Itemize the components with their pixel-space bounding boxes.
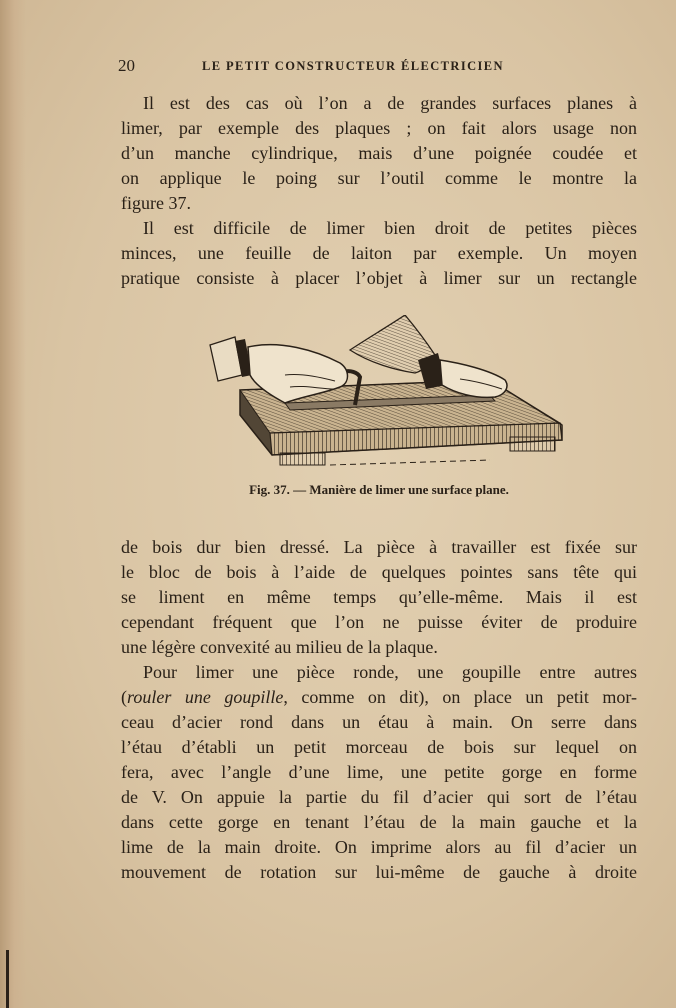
paragraph-1: [121, 91, 637, 216]
text-line: lime de la main droite. On imprime alors au fil d’acier un: [121, 837, 637, 857]
text-line: le bloc de bois à l’aide de quelques pointes sans tête qui: [121, 562, 637, 582]
text-line: Il est difficile de limer bien droit de petites pièces: [143, 218, 637, 238]
text-line: une légère convexité au milieu de la plaque.: [121, 637, 438, 657]
text-line: on applique le poing sur l’outil comme le montre la: [121, 168, 637, 188]
running-title: LE PETIT CONSTRUCTEUR ÉLECTRICIEN: [202, 59, 504, 73]
text-line: se liment en même temps qu’elle-même. Mais il est: [121, 587, 637, 607]
paragraph-3: [121, 535, 637, 660]
text-line: ceau d’acier rond dans un étau à main. On serre dans: [121, 712, 637, 732]
figure-37-illustration: [190, 315, 570, 475]
text-line: Il est des cas où l’on a de grandes surfaces planes à: [143, 93, 637, 113]
line-rest: , comme on dit), on place un petit mor-: [283, 687, 637, 707]
page-header: [118, 56, 558, 80]
text-line: figure 37.: [121, 193, 191, 213]
filing-engraving: [190, 315, 570, 475]
text-line: mouvement de rotation sur lui-même de gauche à droite: [121, 862, 637, 882]
text-line: limer, par exemple des plaques ; on fait alors usage non: [121, 118, 637, 138]
page-number: 20: [118, 56, 135, 75]
text-line: l’étau d’établi un petit morceau de bois sur lequel on: [121, 737, 637, 757]
text-line: cependant fréquent que l’on ne puisse éviter de produire: [121, 612, 637, 632]
italic-term: rouler une goupille: [127, 687, 284, 707]
text-line: d’un manche cylindrique, mais d’une poignée coudée et: [121, 143, 637, 163]
binding-edge-mark: [6, 950, 9, 1008]
text-line: pratique consiste à placer l’objet à limer sur un rectangle: [121, 268, 637, 288]
page-spine-shadow: [0, 0, 26, 1008]
open-paren: (: [121, 687, 127, 707]
paragraph-4: [121, 660, 637, 885]
text-line: Pour limer une pièce ronde, une goupille entre autres: [143, 662, 637, 682]
text-line: dans cette gorge en tenant l’étau de la main gauche et la: [121, 812, 637, 832]
text-line: fera, avec l’angle d’une lime, une petite gorge en forme: [121, 762, 637, 782]
figure-caption: Fig. 37. — Manière de limer une surface plane.: [249, 482, 509, 497]
paragraph-2: [121, 216, 637, 291]
text-line: [121, 685, 637, 710]
text-line: minces, une feuille de laiton par exemple. Un moyen: [121, 243, 637, 263]
text-line: de V. On appuie la partie du fil d’acier qui sort de l’étau: [121, 787, 637, 807]
text-line: de bois dur bien dressé. La pièce à travailler est fixée sur: [121, 537, 637, 557]
